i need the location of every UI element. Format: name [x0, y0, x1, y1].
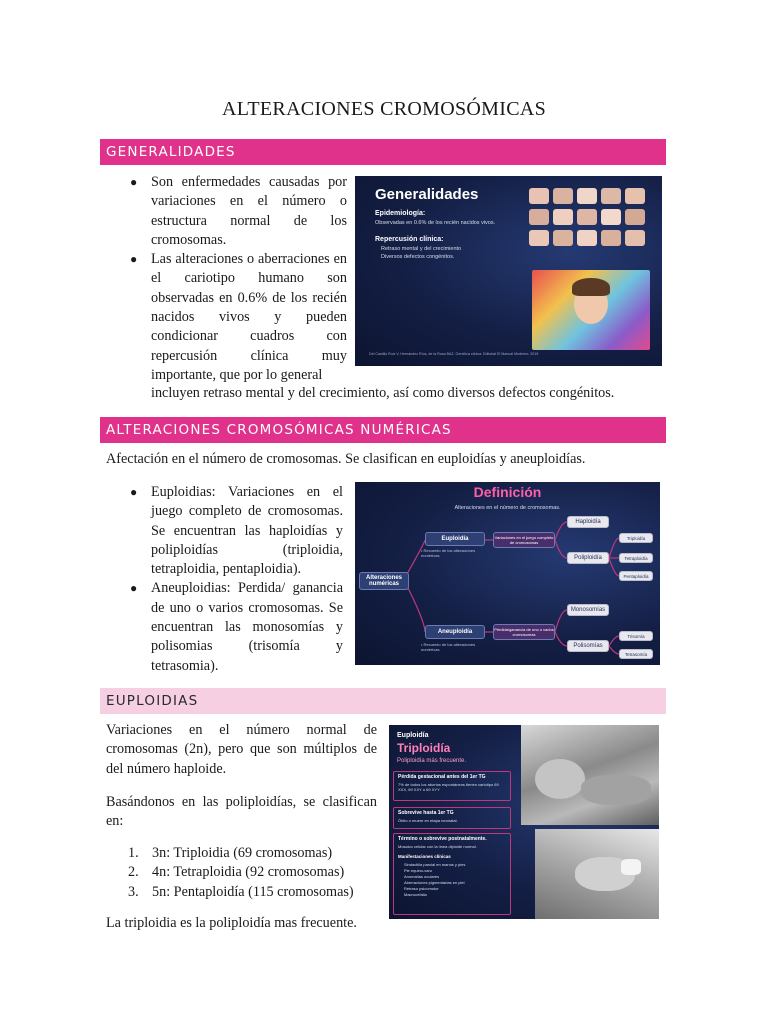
manif-item: Macrocefalia — [404, 892, 427, 897]
node-poliploidia: Poliploidía — [567, 552, 609, 564]
slide-title: Triploidía — [397, 741, 451, 755]
node-monosomias: Monosomías — [567, 604, 609, 616]
bullet-icon: ● — [130, 175, 138, 189]
node-trisomia: Trisomía — [619, 631, 653, 641]
infant-shape — [535, 759, 585, 799]
bullet-icon: ● — [130, 581, 138, 596]
list-item: ● Aneuploidias: Perdida/ ganancia de uno o varios cromosomas. Se encuentran las monosomías y polisomias (trisomía y tetrasomia). — [130, 580, 343, 674]
info-box-text: 7% de todos los abortos espontáneos tienen cariotipo 69 XXX, 69 XXY o 69 XYY — [398, 782, 499, 792]
node-tetraploidia: Tetraploidía — [619, 553, 653, 563]
list-item: ● Las alteraciones o aberraciones en el cariotipo humano son observadas en 0.6% de los recién nacidos vivos y pueden condicionar cuadros con repercusión clínica muy importante, que por lo general — [130, 251, 347, 383]
photo-cell — [553, 188, 573, 204]
photo-cell — [625, 209, 645, 225]
slide-subtitle: Alteraciones en el número de cromosomas. — [454, 505, 561, 511]
node-polisomias: Polisomías — [567, 640, 609, 652]
info-box-title: Pérdida gestacional antes del 1er TG — [398, 774, 486, 780]
slide-kicker: Euploidía — [397, 732, 429, 739]
node-haploidia: Haploidía — [567, 516, 609, 528]
photo-cell — [529, 188, 549, 204]
euploidias-p3: La triploidia es la poliploidía mas frecuente. — [106, 915, 357, 931]
euploidias-list — [128, 844, 378, 902]
manif-item: Aberraciones pigmentarias en piel — [404, 880, 465, 885]
info-box-title: Término o sobrevive postnatalmente. — [398, 836, 487, 842]
photo-cell — [601, 209, 621, 225]
slide-triploidia — [389, 725, 659, 919]
node-euploidia: Euploidía — [425, 532, 485, 546]
slide-epi-label: Epidemiología: — [375, 210, 426, 217]
bullet-icon: ● — [130, 485, 138, 499]
info-box — [393, 771, 511, 801]
child-photo — [532, 270, 650, 350]
numericas-bullets — [130, 483, 343, 676]
node-tetrasomia: Tetrasomía — [619, 649, 653, 659]
bullet-icon: ● — [130, 252, 138, 267]
slide-title: Definición — [473, 484, 542, 500]
generalidades-continuation: incluyen retraso mental y del crecimiento, así como diversos defectos congénitos. — [151, 385, 615, 401]
node-euploidia-note: • Recuento de los alteraciones numéricas — [421, 548, 476, 558]
manif-item: Pie equino-varo — [404, 868, 433, 873]
page-title: ALTERACIONES CROMOSÓMICAS — [221, 98, 547, 120]
node-aneuploidia: Aneuploidía — [425, 625, 485, 639]
generalidades-bullets — [130, 173, 347, 385]
photo-cell — [601, 188, 621, 204]
info-box — [393, 833, 511, 915]
manif-item: Anomalías oculares — [404, 874, 440, 879]
photo-cell — [625, 230, 645, 246]
slide-rep-item: Retraso mental y del crecimiento — [381, 246, 462, 252]
photo-cell — [577, 209, 597, 225]
infant-shape — [581, 775, 651, 805]
list-item: 1. 3n: Triploidia (69 cromosomas) — [128, 845, 333, 861]
node-euploidia-desc: Variaciones en el juego completo de cromosomas — [493, 532, 555, 548]
info-box-text: Mosaico celular con la línea diploide normal. — [398, 844, 477, 849]
list-item: 3. 5n: Pentaploidía (115 cromosomas) — [128, 883, 354, 900]
node-aneuploidia-desc: Pérdida/ganancia de uno o varios cromosomas — [493, 624, 555, 640]
node-root: Alteraciones numéricas — [359, 572, 409, 590]
photo-cell — [625, 188, 645, 204]
photo-cell — [577, 230, 597, 246]
info-box-text: Óbito o muere en etapa neonatal. — [398, 818, 458, 823]
infant-photo-1 — [521, 725, 659, 825]
slide-generalidades — [355, 176, 662, 366]
photo-cell — [577, 188, 597, 204]
photo-cell — [553, 209, 573, 225]
euploidias-p2: Basándonos en las poliploidías, se clasifican en: — [106, 794, 377, 830]
node-pentaploidia: Pentaploidía — [619, 571, 653, 581]
list-item: ● Son enfermedades causadas por variaciones en el número o estructura normal de los cromosomas. — [130, 174, 347, 248]
slide-rep-label: Repercusión clínica: — [375, 236, 444, 243]
photo-cell — [553, 230, 573, 246]
info-box-title: Sobrevive hasta 1er TG — [398, 810, 454, 816]
photo-cell — [529, 230, 549, 246]
section-heading-numericas: ALTERACIONES CROMOSÓMICAS NUMÉRICAS — [100, 417, 666, 443]
info-box — [393, 807, 511, 829]
list-item: ● Euploidias: Variaciones en el juego completo de cromosomas. Se encuentran las haploidías y poliploidías (triploidia, tetraploidia, pentaploidia). — [130, 484, 343, 578]
slide-definicion — [355, 482, 660, 665]
node-triploidia: Triploidía — [619, 533, 653, 543]
infant-photo-2 — [535, 829, 659, 919]
slide-title: Generalidades — [375, 186, 479, 203]
slide-subtitle: Poliploidía más frecuente. — [397, 758, 467, 764]
list-item: 2. 4n: Tetraploidia (92 cromosomas) — [128, 864, 345, 881]
slide-epi-text: Observadas en 0.6% de los recién nacidos vivos. — [375, 220, 496, 226]
manif-item: Retraso psicomotor — [404, 886, 439, 891]
section-heading-generalidades: GENERALIDADES — [100, 139, 666, 165]
euploidias-p1: Variaciones en el número normal de cromosomas (2n), pero que son múltiplos de del número haploide. — [106, 722, 377, 777]
info-box-title: Manifestaciones clínicas — [398, 854, 451, 859]
photo-cell — [601, 230, 621, 246]
child-hair — [572, 278, 610, 296]
manif-item: Sindactilia parcial en manos y pies — [404, 862, 466, 867]
slide-citation: Del Castillo Ruiz V, Hernández Ríos, de la Rosa BAZ. Genética clínica. Editorial El Manual Moderno; 2019. — [369, 352, 540, 356]
numericas-intro: Afectación en el número de cromosomas. Se clasifican en euploidías y aneuploidías. — [106, 451, 586, 467]
node-aneuploidia-note: • Recuento de los alteraciones numéricas — [421, 642, 476, 652]
infant-shape — [621, 859, 641, 875]
photo-cell — [529, 209, 549, 225]
slide-rep-item: Diversos defectos congénitos. — [381, 254, 455, 260]
section-heading-euploidias: EUPLOIDIAS — [100, 688, 666, 714]
